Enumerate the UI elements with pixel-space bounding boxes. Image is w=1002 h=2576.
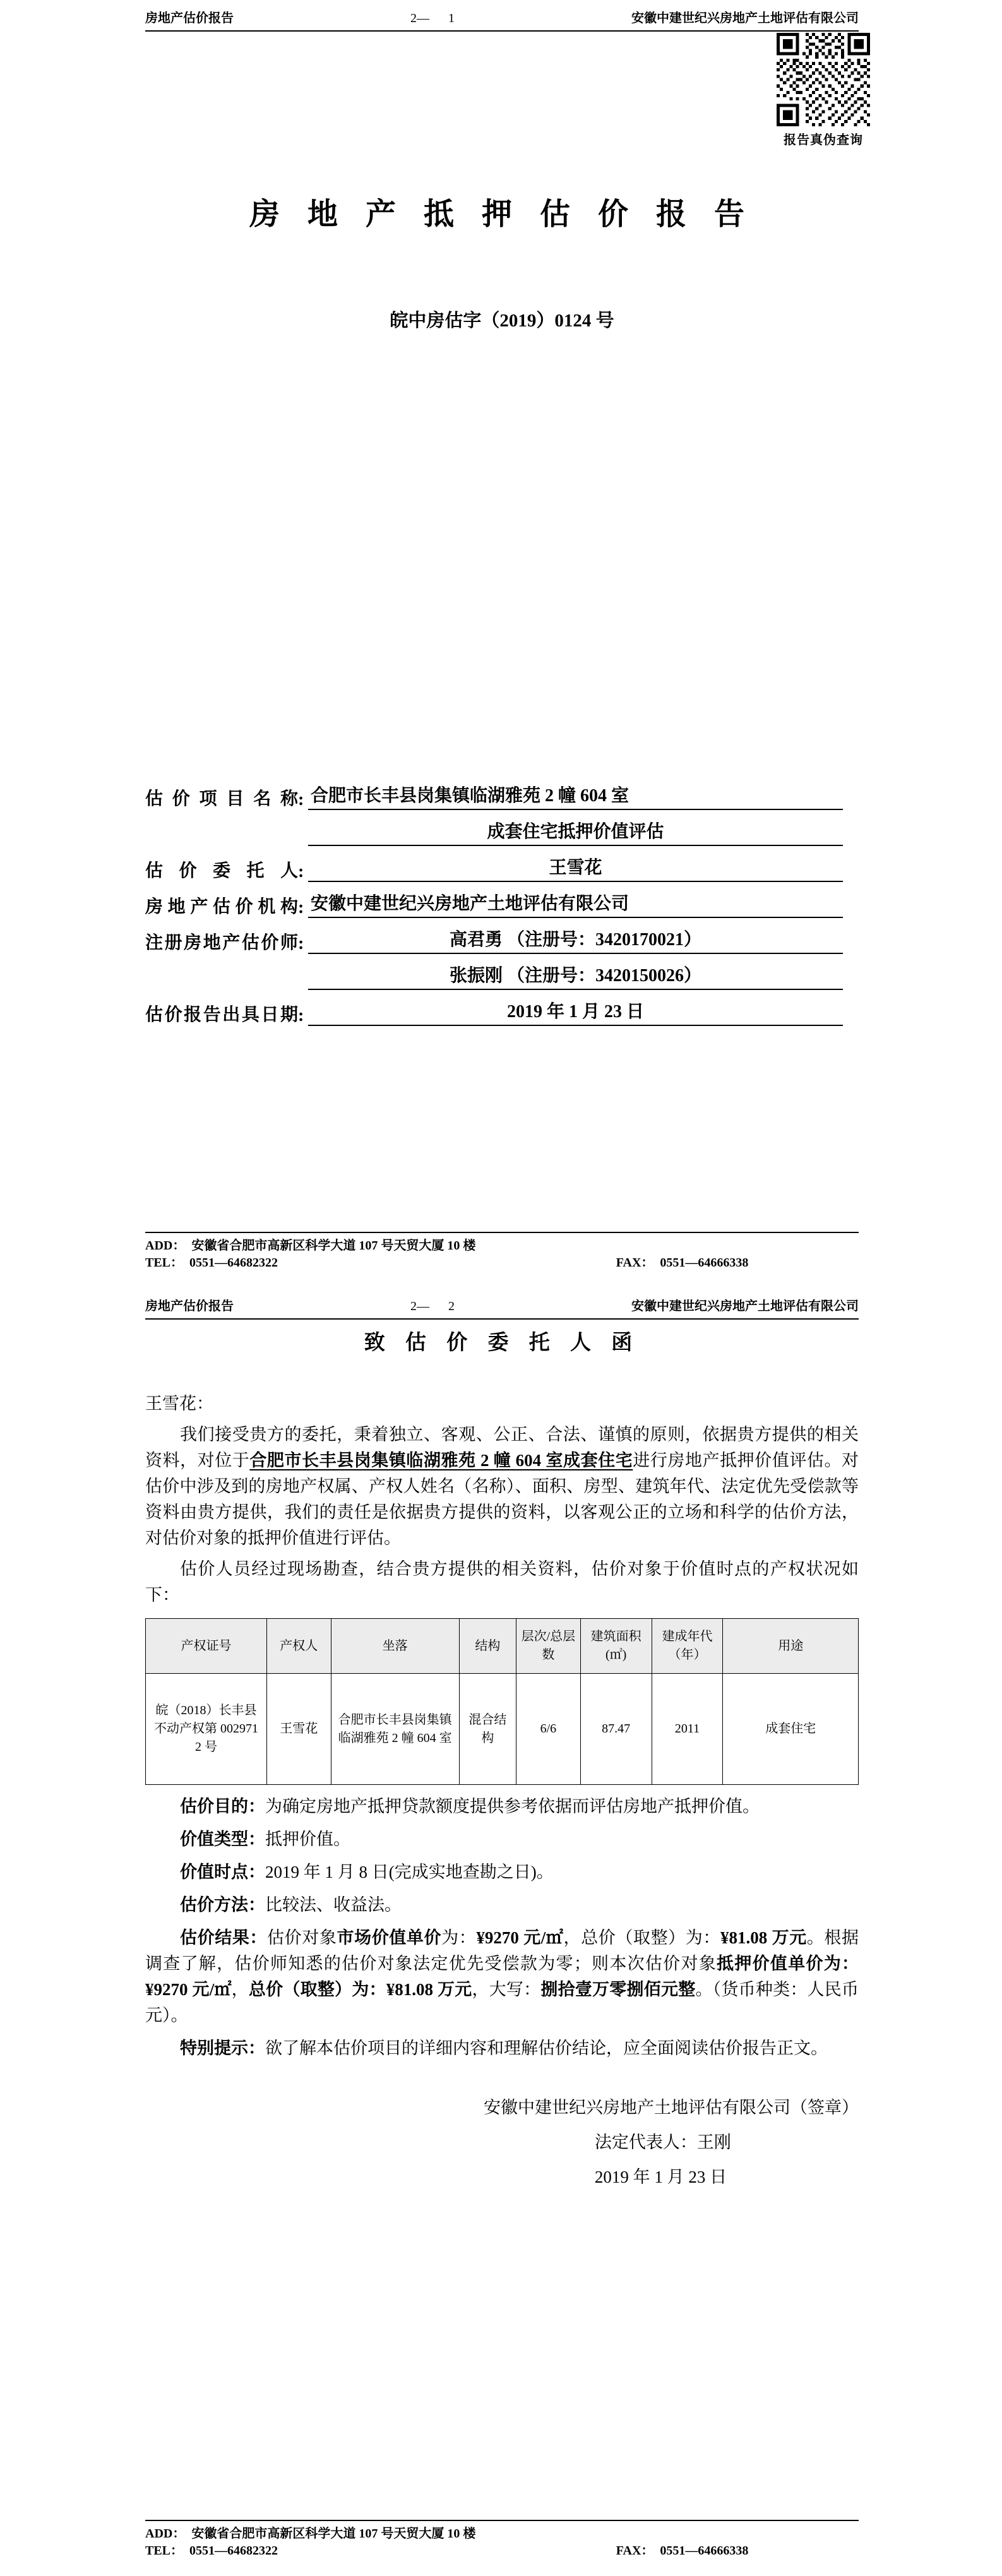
- header-page-number: 2— 1: [410, 11, 455, 25]
- page-header: [145, 0, 859, 32]
- item-label: 价值类型：: [180, 1830, 265, 1849]
- field-row-project-name: [145, 774, 843, 810]
- table-header-row: [146, 1619, 859, 1674]
- table-cell-certificate-no: 皖（2018）长丰县不动产权第 0029712 号: [146, 1674, 267, 1785]
- qr-caption: 报告真伪查询: [784, 133, 863, 147]
- field-label: 估价委托人: [145, 861, 298, 881]
- header-doc-type: 房地产估价报告: [145, 11, 234, 25]
- signature-block: [145, 2090, 859, 2195]
- field-label: 房地产估价机构: [145, 897, 298, 917]
- field-row-client: [145, 846, 843, 882]
- cover-fields: [145, 774, 843, 1026]
- qr-verification-block: [777, 33, 870, 148]
- page-footer: [145, 1232, 859, 1272]
- field-label: 注册房地产估价师: [145, 933, 298, 953]
- footer-tel: TEL： 0551—64682322: [145, 2544, 278, 2558]
- table-cell-owner: 王雪花: [266, 1674, 331, 1785]
- table-header-cell: 建成年代（年）: [652, 1619, 723, 1674]
- result-total-price: ¥81.08 万元: [720, 1928, 807, 1947]
- result-mortgage-total-price: 总价（取整）为：¥81.08 万元: [248, 1980, 472, 1999]
- footer-fax: FAX： 0551—64666338: [616, 2544, 749, 2558]
- field-value: 安徽中建世纪兴房地产土地评估有限公司: [308, 890, 843, 918]
- field-colon: :: [298, 898, 304, 917]
- property-rights-table: [145, 1618, 859, 1785]
- appraisal-items: [145, 1794, 859, 2061]
- result-market-value-term: 市场价值单价: [337, 1928, 442, 1947]
- field-row-appraiser-2: [145, 954, 843, 990]
- field-value: 张振刚 （注册号：3420150026）: [308, 962, 843, 990]
- table-header-cell: 层次/总层数: [516, 1619, 581, 1674]
- item-text: 估价对象: [267, 1928, 337, 1947]
- item-text: 为：: [441, 1928, 477, 1947]
- field-row-project-name-line2: [145, 810, 843, 846]
- field-row-issue-date: [145, 990, 843, 1026]
- page-header: [145, 1288, 859, 1320]
- item-label: 特别提示：: [180, 2039, 265, 2058]
- item-text: 比较法、收益法。: [265, 1895, 402, 1914]
- item-label: 估价目的：: [180, 1797, 265, 1816]
- salutation: 王雪花：: [145, 1394, 213, 1413]
- header-company-name: 安徽中建世纪兴房地产土地评估有限公司: [631, 1299, 859, 1313]
- field-colon: :: [298, 1006, 304, 1025]
- field-value: 合肥市长丰县岗集镇临湖雅苑 2 幢 604 室: [308, 782, 843, 810]
- result-mortgage-unit-price: 抵押价值单价为：¥9270 元/㎡: [145, 1954, 859, 1999]
- item-value-date: [145, 1859, 859, 1885]
- paragraph-text: 进行房地产抵押价值评估。对估价中涉及到的房地产权属、产权人姓名（名称）、面积、房型、建筑年代、法定优先受偿款等资料由贵方提供，我们的责任是依据贵方提供的资料，以客观公正的立场和科学的估价方法，对估价对象的抵押价值进行评估。: [145, 1451, 859, 1547]
- table-cell-structure: 混合结构: [459, 1674, 516, 1785]
- footer-fax: FAX： 0551—64666338: [616, 1256, 749, 1270]
- table-cell-usage: 成套住宅: [723, 1674, 859, 1785]
- item-text: 抵押价值。: [265, 1830, 350, 1849]
- item-purpose: [145, 1794, 859, 1820]
- item-text: 。（货币种类：人民币元）。: [145, 1980, 859, 2025]
- item-text: ，大写：: [472, 1980, 541, 1999]
- footer-address: ADD： 安徽省合肥市高新区科学大道 107 号天贸大厦 10 楼: [145, 1239, 476, 1253]
- result-amount-in-words: 捌拾壹万零捌佰元整: [540, 1980, 696, 1999]
- result-unit-price: ¥9270 元/㎡: [476, 1928, 564, 1947]
- item-text: 。根据调查了解，估价师知悉的估价对象法定优先受偿款为零；则本次估价对象: [145, 1928, 859, 1973]
- footer-tel: TEL： 0551—64682322: [145, 1256, 278, 1270]
- header-page-number: 2— 2: [410, 1299, 455, 1313]
- field-colon: :: [298, 934, 304, 953]
- table-header-cell: 坐落: [331, 1619, 459, 1674]
- item-text: 欲了解本估价项目的详细内容和理解估价结论，应全面阅读估价报告正文。: [265, 2039, 828, 2058]
- item-special-notice: [145, 2036, 859, 2061]
- item-value-type: [145, 1827, 859, 1852]
- field-colon: :: [298, 862, 304, 881]
- header-company-name: 安徽中建世纪兴房地产土地评估有限公司: [631, 11, 859, 25]
- report-number: 皖中房估字（2019）0124 号: [390, 311, 614, 331]
- signature-date: 2019 年 1 月 23 日: [594, 2168, 727, 2186]
- table-header-cell: 产权证号: [146, 1619, 267, 1674]
- table-header-cell: 产权人: [266, 1619, 331, 1674]
- item-label: 价值时点：: [180, 1863, 265, 1881]
- item-method: [145, 1892, 859, 1918]
- qr-code-icon: [777, 33, 870, 126]
- field-colon: :: [298, 790, 304, 809]
- signature-representative: 法定代表人：王刚: [594, 2133, 731, 2152]
- appraisal-subject: 合肥市长丰县岗集镇临湖雅苑 2 幢 604 室成套住宅: [249, 1451, 633, 1470]
- table-header-cell: 建筑面积(㎡): [580, 1619, 652, 1674]
- table-cell-build-year: 2011: [652, 1674, 723, 1785]
- item-text: 2019 年 1 月 8 日(完成实地查勘之日)。: [265, 1863, 554, 1881]
- footer-contact-line: [145, 1255, 859, 1272]
- paragraph-commission: [145, 1422, 859, 1551]
- signature-company: 安徽中建世纪兴房地产土地评估有限公司（签章）: [484, 2098, 859, 2117]
- footer-address: ADD： 安徽省合肥市高新区科学大道 107 号天贸大厦 10 楼: [145, 2527, 476, 2541]
- table-cell-floor: 6/6: [516, 1674, 581, 1785]
- field-value: 高君勇 （注册号：3420170021）: [308, 926, 843, 954]
- item-text: 为确定房地产抵押贷款额度提供参考依据而评估房地产抵押价值。: [265, 1797, 760, 1816]
- footer-contact-line: [145, 2543, 859, 2560]
- item-label: 估价方法：: [180, 1895, 265, 1914]
- item-text: ，: [231, 1980, 249, 1999]
- report-title: 房 地 产 抵 押 估 价 报 告: [249, 198, 754, 231]
- item-label: 估价结果：: [180, 1928, 268, 1947]
- field-label: 估价报告出具日期: [145, 1005, 298, 1025]
- field-row-agency: [145, 882, 843, 918]
- item-result: [145, 1925, 859, 2029]
- field-value: 成套住宅抵押价值评估: [308, 818, 843, 846]
- field-value: 2019 年 1 月 23 日: [308, 998, 843, 1026]
- page-footer: [145, 2520, 859, 2560]
- table-header-cell: 用途: [723, 1619, 859, 1674]
- table-row: [146, 1674, 859, 1785]
- table-header-cell: 结构: [459, 1619, 516, 1674]
- paragraph-text: 我们接受贵方的委托，秉着独立、客观、公正、合法、谨慎的原则，依据贵方提供的相关资料，对位于: [145, 1425, 859, 1470]
- field-value: 王雪花: [308, 854, 843, 882]
- paragraph-survey: 估价人员经过现场勘查，结合贵方提供的相关资料，估价对象于价值时点的产权状况如下：: [145, 1559, 859, 1604]
- page-2: [0, 1288, 1002, 2576]
- field-row-appraiser-1: [145, 918, 843, 954]
- field-label: 估价项目名称: [145, 789, 298, 809]
- letter-title: 致 估 价 委 托 人 函: [364, 1332, 640, 1354]
- item-text: ，总价（取整）为：: [563, 1928, 720, 1947]
- table-cell-location: 合肥市长丰县岗集镇临湖雅苑 2 幢 604 室: [331, 1674, 459, 1785]
- table-cell-area: 87.47: [580, 1674, 652, 1785]
- header-doc-type: 房地产估价报告: [145, 1299, 234, 1313]
